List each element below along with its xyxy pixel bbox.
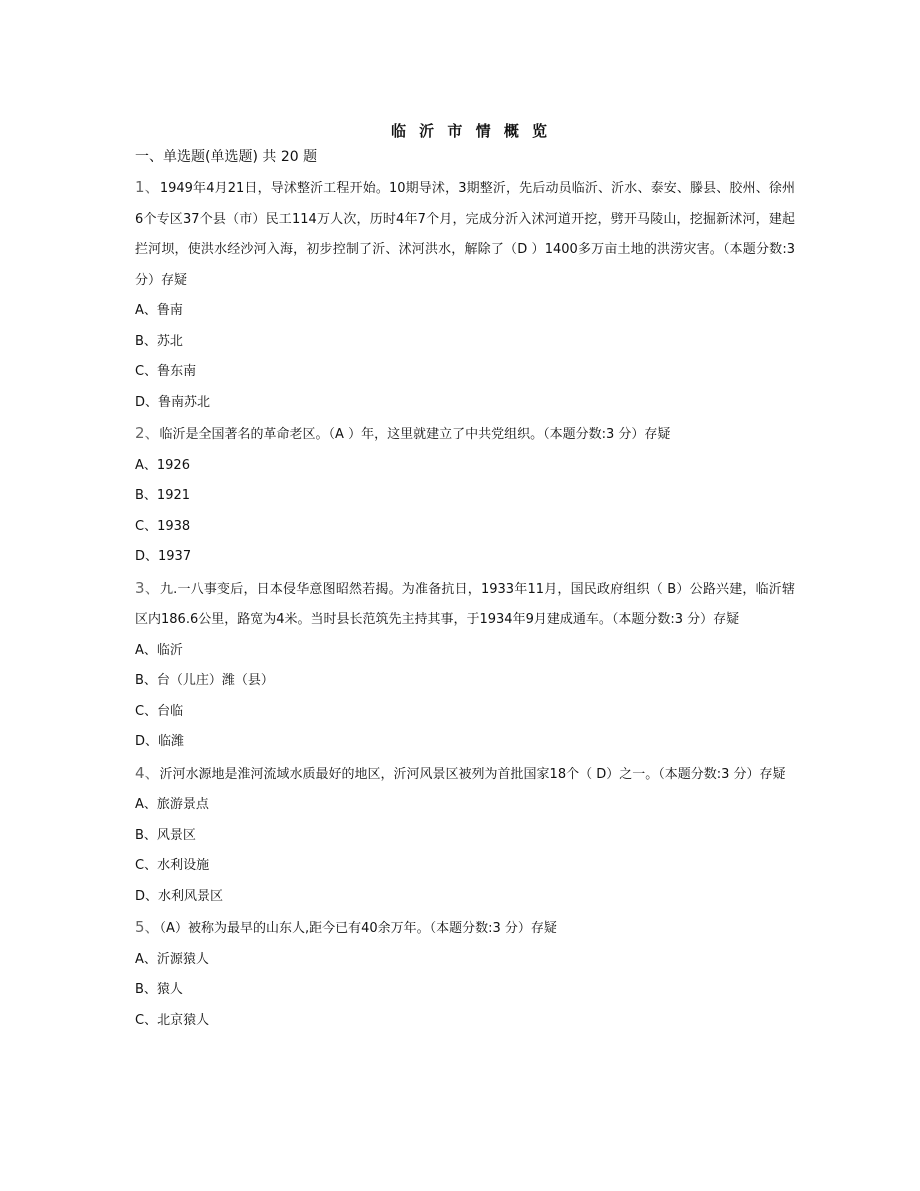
answer-option: A、沂源猿人 bbox=[135, 951, 209, 967]
question-text: 沂河水源地是淮河流域水质最好的地区，沂河风景区被列为首批国家18个（ D）之一。（本题分数:3 分）存疑 bbox=[159, 766, 786, 782]
question-2 bbox=[135, 418, 795, 451]
question-1 bbox=[135, 172, 795, 296]
answer-option: C、鲁东南 bbox=[135, 364, 197, 379]
question-text: （A）被称为最早的山东人,距今已有40余万年。（本题分数:3 分）存疑 bbox=[159, 921, 557, 936]
answer-option: A、临沂 bbox=[135, 642, 183, 658]
question-5 bbox=[135, 912, 795, 945]
answer-option: D、水利风景区 bbox=[135, 888, 224, 904]
answer-option: D、临潍 bbox=[135, 734, 185, 749]
answer-option: B、苏北 bbox=[135, 333, 183, 349]
answer-option: A、旅游景点 bbox=[135, 797, 209, 812]
question-text: 1949年4月21日，导沭整沂工程开始。10期导沭，3期整沂，先后动员临沂、沂水、泰安、滕县、胶州、徐州6个专区37个县（市）民工114万人次，历时4年7个月，完成分沂入沭河道开挖，劈开马陵山，挖掘新沭河，建起拦河坝，使洪水经沙河入海，初步控制了沂、沭河洪水，解除了（D ）1400多万亩土地的洪涝灾害。（本题分数:3 分）存疑 bbox=[135, 181, 795, 288]
answer-option: D、鲁南苏北 bbox=[135, 394, 211, 410]
answer-option: B、台（儿庄）潍（县） bbox=[135, 673, 274, 688]
section-heading: 一、单选题(单选题) 共 20 题 bbox=[135, 149, 318, 165]
question-number: 4、 bbox=[135, 763, 160, 782]
answer-option: B、1921 bbox=[135, 488, 191, 503]
answer-option: D、1937 bbox=[135, 549, 192, 564]
answer-option: C、北京猿人 bbox=[135, 1012, 210, 1028]
answer-option: C、1938 bbox=[135, 518, 191, 534]
question-4 bbox=[135, 758, 795, 791]
answer-option: B、猿人 bbox=[135, 982, 183, 997]
question-number: 1、 bbox=[135, 178, 160, 196]
answer-option: C、水利设施 bbox=[135, 858, 210, 873]
answer-option: C、台临 bbox=[135, 703, 184, 719]
answer-option: B、风景区 bbox=[135, 827, 196, 843]
document-page bbox=[135, 118, 795, 1036]
question-text: 临沂是全国著名的革命老区。（A ）年，这里就建立了中共党组织。（本题分数:3 分）存疑 bbox=[159, 427, 671, 442]
question-number: 3、 bbox=[135, 578, 160, 597]
question-3 bbox=[135, 573, 795, 636]
question-number: 5、 bbox=[135, 918, 160, 936]
document-title: 临 沂 市 情 概 览 bbox=[390, 122, 552, 140]
question-number: 2、 bbox=[135, 424, 160, 442]
answer-option: A、鲁南 bbox=[135, 303, 183, 318]
question-text: 九.一八事变后，日本侵华意图昭然若揭。为准备抗日，1933年11月，国民政府组织（ B）公路兴建，临沂辖区内186.6公里，路宽为4米。当时县长范筑先主持其事，于1934年9月建成通车。（本题分数:3 分）存疑 bbox=[135, 581, 795, 627]
answer-option: A、1926 bbox=[135, 457, 190, 473]
question-list bbox=[135, 172, 795, 1036]
